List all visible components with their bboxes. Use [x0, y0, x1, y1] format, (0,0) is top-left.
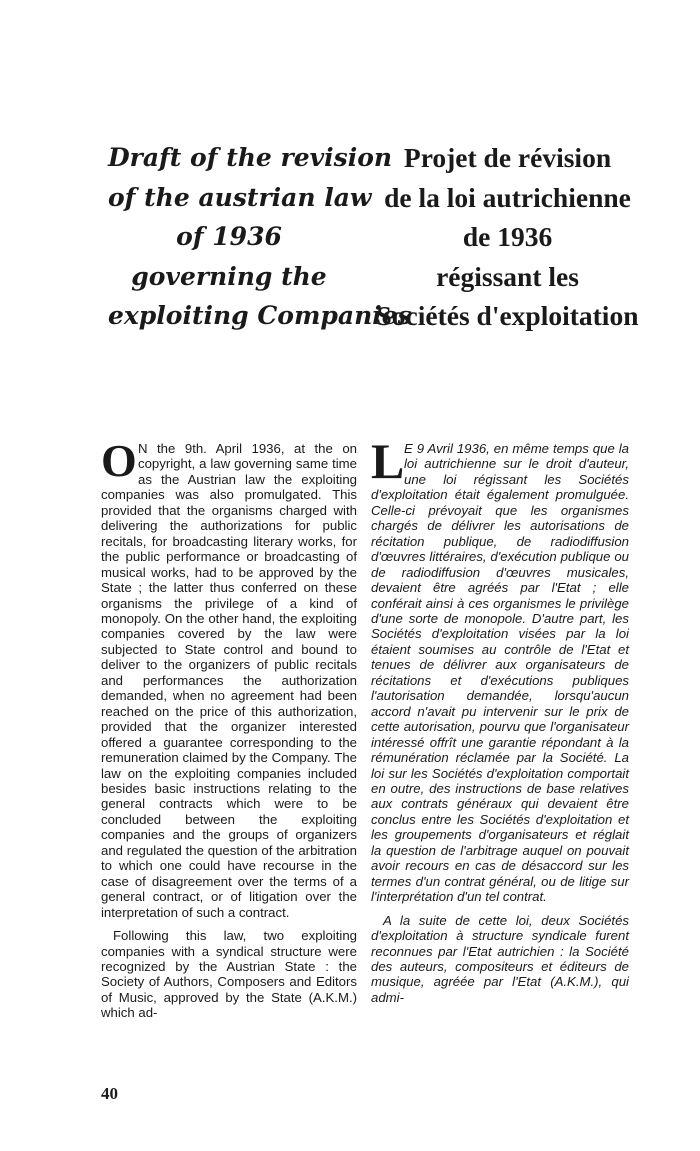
- french-title-line: régissant les: [436, 260, 579, 292]
- english-title: [108, 138, 412, 336]
- french-column: [371, 433, 629, 1005]
- french-paragraph-1-text: E 9 Avril 1936, en même temps que la loi autrichienne sur le droit d'auteur, une loi régissant les Sociétés d'exploitation était également promulguée. Celle-ci prévoyait que les organismes chargés de délivrer les autorisations de récitation publique, de radiodiffusion d'œuvres littéraires, d'exécution publique ou de radiodiffusion d'œuvres musicales, devaient être agréés par l'Etat ; elle conférait ainsi à ces organismes le privilège d'une sorte de monopole. D'autre part, les Sociétés d'exploitation visées par la loi étaient soumises au contrôle de l'Etat et tenues de délivrer aux organisateurs de récitations et d'exécutions publiques l'autorisation demandée, lorsqu'aucun accord n'avait pu intervenir sur le prix de cette autorisation, pourvu que l'organisateur intéressé offrît une garantie répondant à la rémunération réclamée par la Société. La loi sur les Sociétés d'exploitation comportait en outre, des instructions de base relatives aux contrats généraux qui devaient être conclus entre les Sociétés d'exploitation et les groupements d'organisateurs et réglait la question de l'arbitrage auquel on pouvait avoir recours en cas de désaccord sur les termes d'un contrat général, ou de litige sur l'interprétation d'un tel contrat.: [371, 441, 629, 905]
- french-paragraph-2: A la suite de cette loi, deux Sociétés d'exploitation à structure syndicale furent reconnues par l'Etat autrichien : la Société des auteurs, compositeurs et éditeurs de musique, agréée par l'Etat (A.K.M.), qui admi-: [371, 912, 629, 1005]
- french-title: [370, 138, 645, 336]
- english-title-line: of 1936: [176, 222, 282, 251]
- french-title-line: de la loi autrichienne: [384, 181, 631, 213]
- drop-cap-l: L: [371, 433, 405, 489]
- french-title-line: de 1936: [462, 221, 553, 252]
- english-paragraph-1-text: N the 9th. April 1936, at the on copyright, a law governing same time as the Austrian law the exploiting companies was also promulgated. This provided that the organisms charged with delivering the authorizations for public recitals, for broadcasting literary works, for the public performance or broadcasting of musical works, had to be approved by the State ; the latter thus conferred on these organisms the privilege of a kind of monopoly. On the other hand, the exploiting companies covered by the law were subjected to State control and bound to deliver to the organizers of public recitals and performances the authorization demanded, when no agreement had been reached on the price of this authorization, provided that the organizer interested offered a guarantee corresponding to the remuneration claimed by the Company. The law on the exploiting companies included besides basic instructions relating to the general contracts which were to be concluded between the exploiting companies and the groups of organizers and regulated the question of the arbitration to which one could have recourse in the case of disagreement over the terms of a general contract, or of litigation over the interpretation of such a contract.: [101, 441, 357, 920]
- english-paragraph-1: [101, 435, 357, 920]
- french-paragraph-1: [371, 433, 629, 905]
- french-title-line: Projet de révision: [403, 142, 612, 173]
- english-title-line: of the austrian law: [108, 182, 372, 212]
- drop-cap-o: O: [101, 435, 137, 486]
- english-paragraph-2: Following this law, two exploiting companies with a syndical structure were recognized by the Austrian State : the Society of Authors, Composers and Editors of Music, approved by the State (A.K.M.) which ad-: [101, 928, 357, 1021]
- english-title-line: exploiting Companies: [108, 301, 412, 330]
- french-title-line: Sociétés d'exploitation: [376, 300, 639, 331]
- page-number: 40: [101, 1084, 118, 1103]
- english-column: [101, 435, 357, 1021]
- english-title-line: governing the: [131, 261, 327, 291]
- english-title-line: Draft of the revision: [108, 143, 393, 172]
